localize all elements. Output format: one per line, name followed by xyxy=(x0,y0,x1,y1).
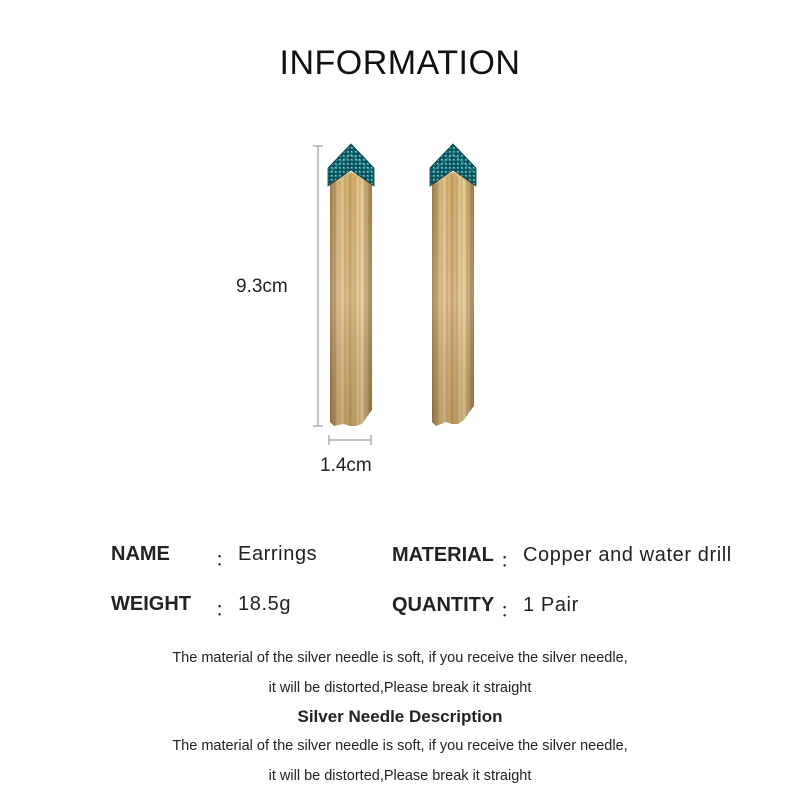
spec-quantity-value: 1 Pair xyxy=(523,594,579,616)
width-dimension-label: 1.4cm xyxy=(320,455,372,476)
spec-name-value: Earrings xyxy=(238,543,318,565)
spec-material-separator: ： xyxy=(500,550,520,572)
spec-material xyxy=(392,544,792,570)
note-heading: Silver Needle Description xyxy=(297,707,503,726)
height-dimension-label: 9.3cm xyxy=(236,276,288,297)
page-title: INFORMATION xyxy=(279,44,521,82)
spec-weight-separator: ： xyxy=(215,599,235,621)
spec-material-label: MATERIAL xyxy=(392,544,494,566)
spec-quantity xyxy=(392,594,792,620)
note-line-1: The material of the silver needle is soft, if you receive the silver needle, xyxy=(172,650,628,666)
earring-left-image xyxy=(326,142,376,432)
note-line-3: The material of the silver needle is soft, if you receive the silver needle, xyxy=(172,738,628,754)
note-line-4: it will be distorted,Please break it straight xyxy=(268,768,532,784)
earring-right-image xyxy=(428,142,478,432)
spec-name-label: NAME xyxy=(111,543,170,565)
spec-quantity-label: QUANTITY xyxy=(392,594,495,616)
spec-material-value: Copper and water drill xyxy=(523,544,732,566)
note-line-2: it will be distorted,Please break it straight xyxy=(268,680,532,696)
spec-name xyxy=(111,543,371,569)
spec-quantity-separator: ： xyxy=(500,600,520,622)
spec-name-separator: ： xyxy=(215,549,235,571)
spec-weight-label: WEIGHT xyxy=(111,593,191,615)
spec-weight xyxy=(111,593,371,619)
spec-weight-value: 18.5g xyxy=(238,593,292,615)
